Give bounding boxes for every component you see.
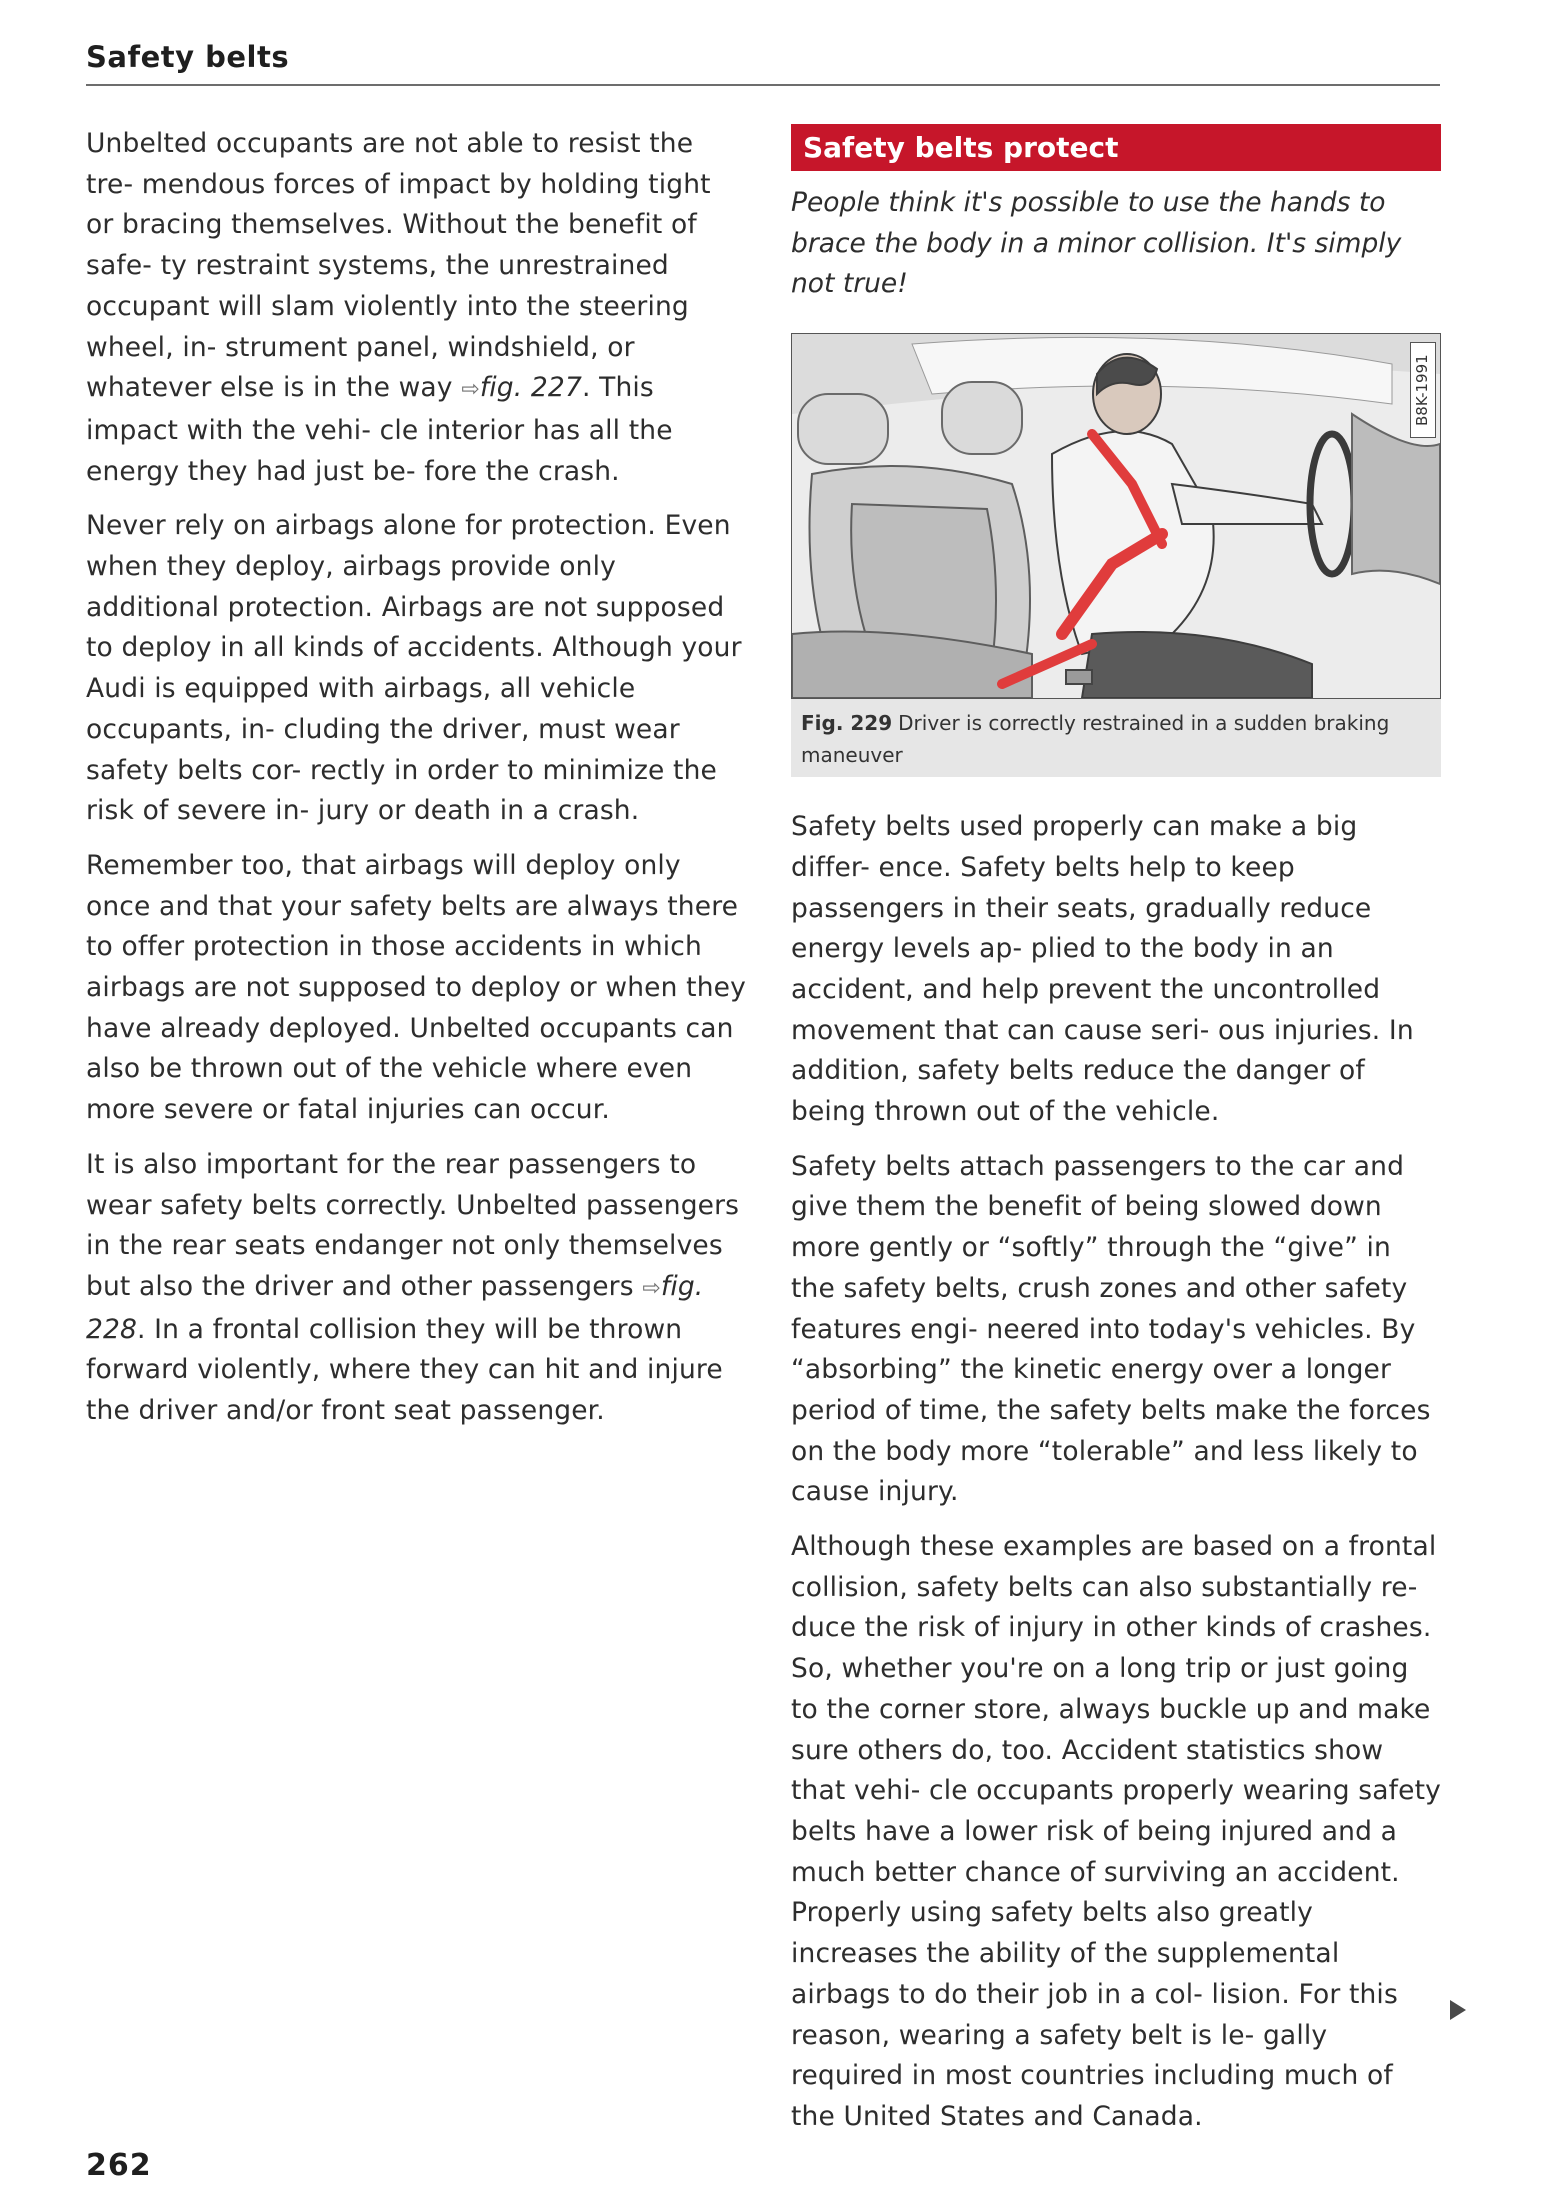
right-column <box>791 124 1441 2152</box>
paragraph-unbelted-occupants <box>86 124 746 492</box>
continue-arrow-icon <box>1450 2000 1466 2020</box>
figure-caption-text: Driver is correctly restrained in a sudden braking maneuver <box>801 711 1390 768</box>
page-header-title: Safety belts <box>86 40 290 74</box>
cross-reference-arrow-icon: ⇨ <box>461 377 480 403</box>
figure-reference-link-228[interactable]: fig. 228 <box>86 1270 704 1345</box>
figure-caption <box>791 699 1441 777</box>
cross-reference-arrow-icon: ⇨ <box>642 1275 661 1301</box>
paragraph-text: It is also important for the rear passengers to wear safety belts correctly. Unbelted passengers in the rear seats endanger not only themselves but also the driver and other passengers <box>86 1148 740 1302</box>
paragraph-text: . In a frontal collision they will be thrown forward violently, where they can hit and injure the driver and/or front seat passenger. <box>86 1313 723 1427</box>
paragraph-rear-passengers <box>86 1145 746 1432</box>
figure-illustration <box>791 333 1441 699</box>
page-number: 262 <box>86 2148 152 2183</box>
belt-buckle <box>1066 670 1092 684</box>
front-seat <box>792 466 1032 698</box>
figure-code-label: B8K-1991 <box>1410 342 1436 438</box>
paragraph-text: Unbelted occupants are not able to resist the tre- mendous forces of impact by holding tight or bracing themselves. Without the benefit of safe- ty restraint systems, the unrestrained occupant will slam violently into the steering wheel, in- strument panel, windshield, or whatever else is in the way <box>86 128 711 404</box>
figure-229 <box>791 333 1441 777</box>
header-divider <box>86 84 1440 86</box>
paragraph-frontal-collision: Although these examples are based on a frontal collision, safety belts can also substantially re- duce the risk of injury in other kinds of crashes. So, whether you're on a long trip or just going to the corner store, always buckle up and make sure others do, too. Accident statistics show that vehi- cle occupants properly wearing safety belts have a lower risk of being injured and a much better chance of surviving an accident. Properly using safety belts also greatly increases the ability of the supplemental airbags to do their job in a col- lision. For this reason, wearing a safety belt is le- gally required in most countries including much of the United States and Canada. <box>791 1531 1441 2132</box>
section-intro: People think it's possible to use the hands to brace the body in a minor collision. It's simply not true! <box>791 187 1402 300</box>
figure-label: Fig. 229 <box>801 711 893 736</box>
left-column <box>86 124 746 1446</box>
paragraph-text: . This impact with the vehi- cle interior has all the energy they had just be- fore the crash. <box>86 372 673 487</box>
paragraph-belts-difference: Safety belts used properly can make a big differ- ence. Safety belts help to keep passengers in their seats, gradually reduce energy levels ap- plied to the body in an accident, and help prevent the uncontrolled movement that can cause seri- ous injuries. In addition, safety belts reduce the danger of being thrown out of the vehicle. <box>791 811 1414 1128</box>
section-heading: Safety belts protect <box>791 124 1441 171</box>
paragraph-airbags-alone: Never rely on airbags alone for protection. Even when they deploy, airbags provide only additional protection. Airbags are not supposed to deploy in all kinds of accidents. Although your Audi is equipped with airbags, all vehicle occupants, in- cluding the driver, must wear safety belts cor- rectly in order to minimize the risk of severe in- jury or death in a crash. <box>86 510 742 827</box>
paragraph-airbags-deploy-once: Remember too, that airbags will deploy only once and that your safety belts are always there to offer protection in those accidents in which airbags are not supposed to deploy or when they have already deployed. Unbelted occupants can also be thrown out of the vehicle where even more severe or fatal injuries can occur. <box>86 849 746 1126</box>
paragraph-belts-attach: Safety belts attach passengers to the car and give them the benefit of being slowed down more gently or “softly” through the “give” in the safety belts, crush zones and other safety features engi- neered into today's vehicles. By “absorbing” the kinetic energy over a longer period of time, the safety belts make the forces on the body more “tolerable” and less likely to cause injury. <box>791 1150 1431 1508</box>
driver-restrained-illustration <box>792 334 1440 698</box>
figure-reference-link-227[interactable]: fig. 227 <box>479 372 582 404</box>
